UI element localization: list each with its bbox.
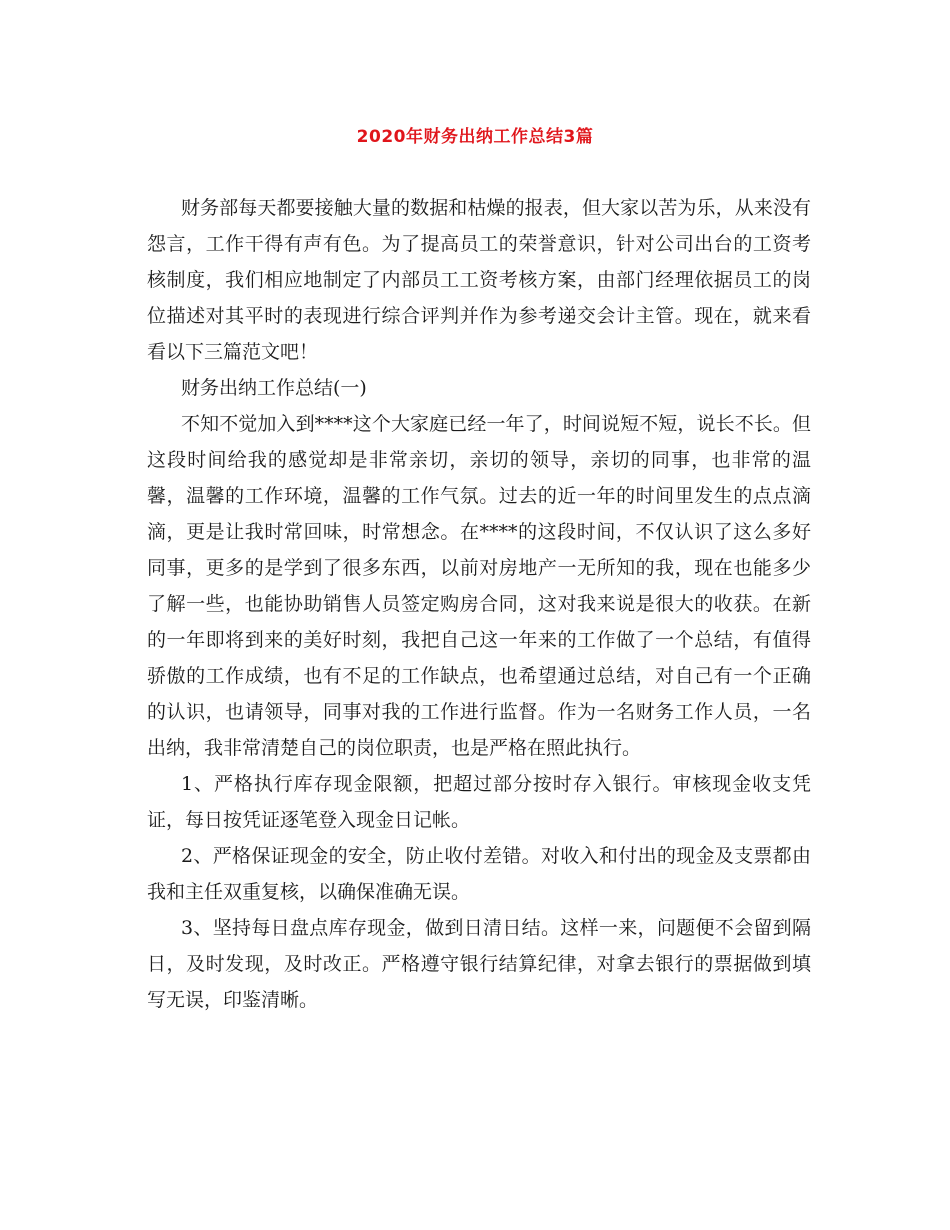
list-item: 1、严格执行库存现金限额，把超过部分按时存入银行。审核现金收支凭证，每日按凭证逐笔登入现金日记帐。	[147, 773, 811, 831]
list-item: 2、严格保证现金的安全，防止收付差错。对收入和付出的现金及支票都由我和主任双重复核，以确保准确无误。	[147, 845, 811, 903]
document-body	[147, 190, 811, 1018]
list-item: 3、坚持每日盘点库存现金，做到日清日结。这样一来，问题便不会留到隔日，及时发现，及时改正。严格遵守银行结算纪律，对拿去银行的票据做到填写无误，印鉴清晰。	[147, 917, 811, 1011]
body-paragraph: 不知不觉加入到****这个大家庭已经一年了，时间说短不短，说长不长。但这段时间给我的感觉却是非常亲切，亲切的领导，亲切的同事，也非常的温馨，温馨的工作环境，温馨的工作气氛。过去的近一年的时间里发生的点点滴滴，更是让我时常回味，时常想念。在****的这段时间，不仅认识了这么多好同事，更多的是学到了很多东西，以前对房地产一无所知的我，现在也能多少了解一些，也能协助销售人员签定购房合同，这对我来说是很大的收获。在新的一年即将到来的美好时刻，我把自己这一年来的工作做了一个总结，有值得骄傲的工作成绩，也有不足的工作缺点，也希望通过总结，对自己有一个正确的认识，也请领导，同事对我的工作进行监督。作为一名财务工作人员，一名出纳，我非常清楚自己的岗位职责，也是严格在照此执行。	[147, 413, 811, 759]
intro-paragraph: 财务部每天都要接触大量的数据和枯燥的报表，但大家以苦为乐，从来没有怨言，工作干得有声有色。为了提高员工的荣誉意识，针对公司出台的工资考核制度，我们相应地制定了内部员工工资考核方案，由部门经理依据员工的岗位描述对其平时的表现进行综合评判并作为参考递交会计主管。现在，就来看看以下三篇范文吧！	[147, 197, 811, 363]
section-heading: 财务出纳工作总结(一)	[181, 377, 367, 399]
document-title: 2020年财务出纳工作总结3篇	[356, 127, 594, 147]
